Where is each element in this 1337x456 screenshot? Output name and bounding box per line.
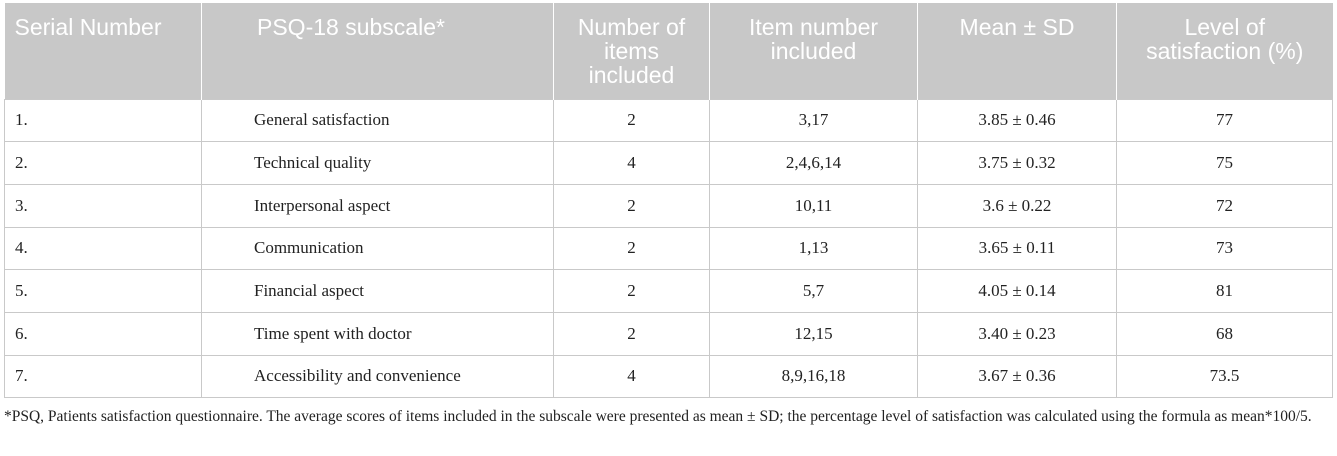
satisfaction-level-cell: 73.5 bbox=[1117, 355, 1333, 398]
number-of-items-cell: 2 bbox=[554, 99, 710, 142]
header-number-of-items: Number of items included bbox=[554, 3, 710, 99]
satisfaction-level-cell: 77 bbox=[1117, 99, 1333, 142]
mean-sd-cell: 3.40 ± 0.23 bbox=[918, 312, 1117, 355]
satisfaction-level-cell: 73 bbox=[1117, 227, 1333, 270]
subscale-cell: Communication bbox=[202, 227, 554, 270]
item-number-cell: 1,13 bbox=[710, 227, 918, 270]
mean-sd-cell: 3.85 ± 0.46 bbox=[918, 99, 1117, 142]
number-of-items-cell: 4 bbox=[554, 355, 710, 398]
header-item-number: Item number included bbox=[710, 3, 918, 99]
number-of-items-cell: 2 bbox=[554, 184, 710, 227]
table-row bbox=[5, 142, 1333, 185]
number-of-items-cell: 2 bbox=[554, 227, 710, 270]
mean-sd-cell: 3.6 ± 0.22 bbox=[918, 184, 1117, 227]
satisfaction-level-cell: 75 bbox=[1117, 142, 1333, 185]
header-level-of-satisfaction: Level of satisfaction (%) bbox=[1117, 3, 1333, 99]
table-row bbox=[5, 184, 1333, 227]
item-number-cell: 5,7 bbox=[710, 270, 918, 313]
table-container bbox=[4, 3, 1332, 428]
subscale-cell: Technical quality bbox=[202, 142, 554, 185]
mean-sd-cell: 4.05 ± 0.14 bbox=[918, 270, 1117, 313]
table-row bbox=[5, 312, 1333, 355]
serial-number-cell: 3. bbox=[5, 184, 202, 227]
serial-number-cell: 4. bbox=[5, 227, 202, 270]
subscale-cell: General satisfaction bbox=[202, 99, 554, 142]
table-row bbox=[5, 355, 1333, 398]
item-number-cell: 10,11 bbox=[710, 184, 918, 227]
subscale-cell: Financial aspect bbox=[202, 270, 554, 313]
header-mean-sd: Mean ± SD bbox=[918, 3, 1117, 99]
satisfaction-level-cell: 81 bbox=[1117, 270, 1333, 313]
number-of-items-cell: 4 bbox=[554, 142, 710, 185]
table-row bbox=[5, 227, 1333, 270]
serial-number-cell: 7. bbox=[5, 355, 202, 398]
header-row bbox=[5, 3, 1333, 99]
satisfaction-level-cell: 68 bbox=[1117, 312, 1333, 355]
mean-sd-cell: 3.65 ± 0.11 bbox=[918, 227, 1117, 270]
header-subscale: PSQ-18 subscale* bbox=[202, 3, 554, 99]
table-row bbox=[5, 270, 1333, 313]
item-number-cell: 2,4,6,14 bbox=[710, 142, 918, 185]
item-number-cell: 12,15 bbox=[710, 312, 918, 355]
serial-number-cell: 2. bbox=[5, 142, 202, 185]
number-of-items-cell: 2 bbox=[554, 270, 710, 313]
item-number-cell: 3,17 bbox=[710, 99, 918, 142]
header-serial-number: Serial Number bbox=[5, 3, 202, 99]
table-body bbox=[5, 99, 1333, 398]
subscale-cell: Time spent with doctor bbox=[202, 312, 554, 355]
psq-subscale-table bbox=[4, 3, 1333, 398]
serial-number-cell: 5. bbox=[5, 270, 202, 313]
number-of-items-cell: 2 bbox=[554, 312, 710, 355]
table-header bbox=[5, 3, 1333, 99]
serial-number-cell: 1. bbox=[5, 99, 202, 142]
mean-sd-cell: 3.75 ± 0.32 bbox=[918, 142, 1117, 185]
subscale-cell: Accessibility and convenience bbox=[202, 355, 554, 398]
item-number-cell: 8,9,16,18 bbox=[710, 355, 918, 398]
table-footnote: *PSQ, Patients satisfaction questionnaire. The average scores of items included in the subscale were presented as mean ± SD; the percentage level of satisfaction was calculated using the formula as mean*100/5. bbox=[4, 408, 1312, 426]
serial-number-cell: 6. bbox=[5, 312, 202, 355]
satisfaction-level-cell: 72 bbox=[1117, 184, 1333, 227]
subscale-cell: Interpersonal aspect bbox=[202, 184, 554, 227]
mean-sd-cell: 3.67 ± 0.36 bbox=[918, 355, 1117, 398]
table-row bbox=[5, 99, 1333, 142]
